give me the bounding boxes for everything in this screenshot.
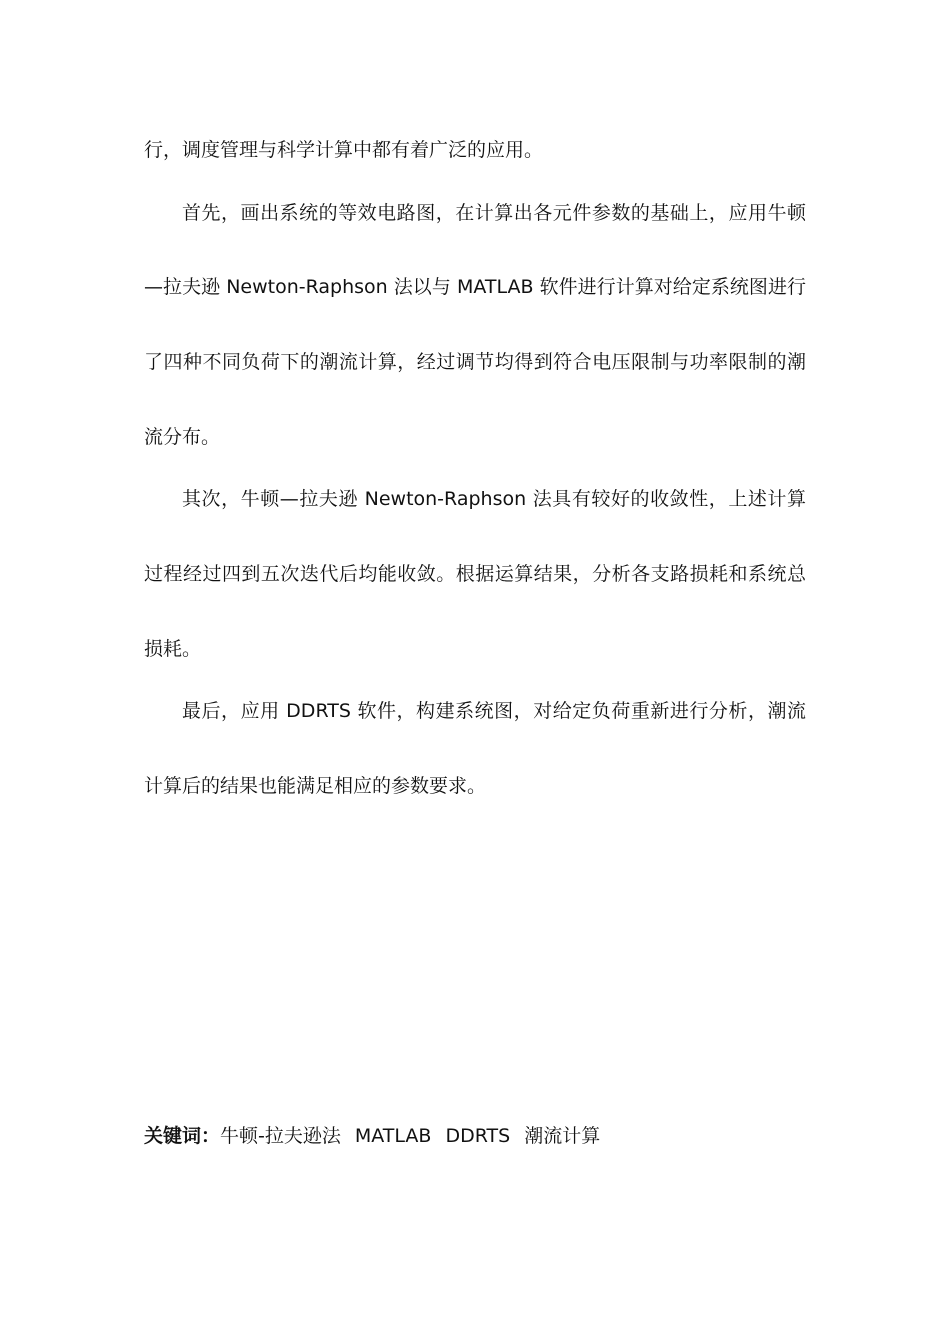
keyword-item: DDRTS: [445, 1125, 511, 1147]
keyword-item: 牛顿-拉夫逊法: [220, 1125, 341, 1147]
paragraph-line: 了四种不同负荷下的潮流计算，经过调节均得到符合电压限制与功率限制的潮: [144, 351, 806, 373]
paragraph-line: 流分布。: [144, 426, 221, 448]
keyword-item: MATLAB: [354, 1125, 432, 1147]
paragraph-line: 首先，画出系统的等效电路图，在计算出各元件参数的基础上，应用牛顿: [182, 202, 806, 224]
keywords-label: 关键词：: [144, 1125, 221, 1147]
paragraph-line: 过程经过四到五次迭代后均能收敛。根据运算结果，分析各支路损耗和系统总: [144, 563, 806, 585]
paragraph-line: 损耗。: [144, 638, 202, 660]
paragraph-line: 行，调度管理与科学计算中都有着广泛的应用。: [144, 139, 544, 161]
paragraph-line: 其次，牛顿—拉夫逊 Newton-Raphson 法具有较好的收敛性，上述计算: [182, 488, 806, 510]
paragraph-line: 计算后的结果也能满足相应的参数要求。: [144, 775, 487, 797]
keyword-item: 潮流计算: [524, 1125, 601, 1147]
paragraph-line: 最后，应用 DDRTS 软件，构建系统图，对给定负荷重新进行分析，潮流: [182, 700, 806, 722]
keywords-line: [144, 1123, 614, 1149]
paragraph-line: —拉夫逊 Newton-Raphson 法以与 MATLAB 软件进行计算对给定系统图进行: [144, 276, 806, 298]
